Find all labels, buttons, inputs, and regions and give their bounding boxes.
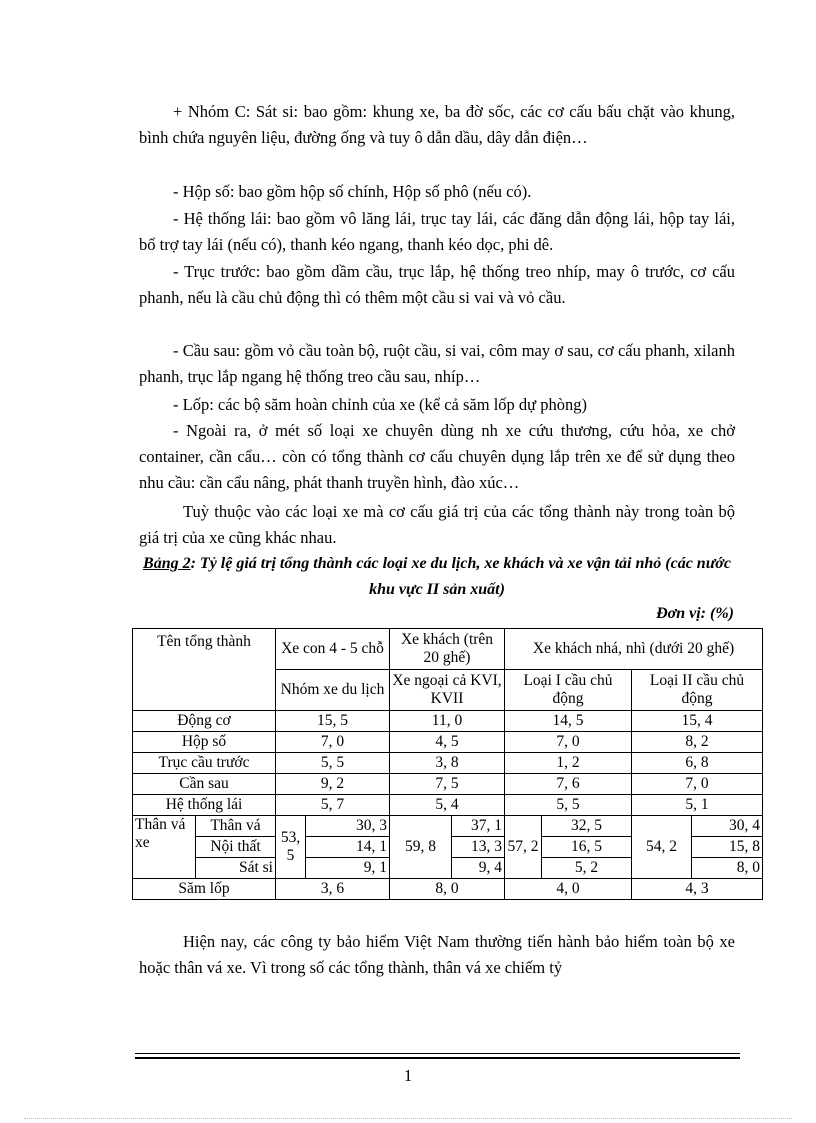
cell: 15, 4 <box>632 711 763 732</box>
row-label: Hộp số <box>133 732 276 753</box>
table-caption: Bảng 2: Tỷ lệ giá trị tổng thành các loại xe du lịch, xe khách và xe vận tải nhỏ (các nước khu vực II sản xuất) <box>143 555 731 598</box>
cell: 3, 6 <box>276 879 390 900</box>
cell: 8, 0 <box>692 858 763 879</box>
cell: 4, 0 <box>505 879 632 900</box>
page-number: 1 <box>403 1066 413 1085</box>
row-label: Sát si <box>196 858 276 879</box>
row-label: Thân vá <box>196 816 276 837</box>
cell: 15, 8 <box>692 837 763 858</box>
row-label: Động cơ <box>133 711 276 732</box>
page-edge-dotted-line <box>24 1118 792 1119</box>
body-total: 53, 5 <box>276 816 306 879</box>
cell: 11, 0 <box>390 711 505 732</box>
subheader-car: Nhóm xe du lịch <box>276 670 390 711</box>
subheader-minibus-2: Loại II cầu chủ động <box>632 670 763 711</box>
table-row <box>133 711 763 732</box>
paragraph-value-structure: Tuỳ thuộc vào các loại xe mà cơ cấu giá trị của các tổng thành này trong toàn bộ giá trị của xe cũng khác nhau. <box>139 502 735 547</box>
cell: 7, 0 <box>276 732 390 753</box>
table-row <box>133 774 763 795</box>
cell: 30, 3 <box>306 816 390 837</box>
cell: 4, 5 <box>390 732 505 753</box>
cell: 7, 5 <box>390 774 505 795</box>
cell: 5, 5 <box>505 795 632 816</box>
table-row <box>133 816 763 837</box>
cell: 15, 5 <box>276 711 390 732</box>
cell: 7, 6 <box>505 774 632 795</box>
subheader-bus: Xe ngoại cả KVI, KVII <box>390 670 505 711</box>
cell: 14, 1 <box>306 837 390 858</box>
body-total: 54, 2 <box>632 816 692 879</box>
row-label: Nội thất <box>196 837 276 858</box>
footer-rule <box>135 1053 740 1054</box>
paragraph-front-axle: - Trục trước: bao gồm dầm cầu, trục lắp, hệ thống treo nhíp, may ô trước, cơ cấu phanh, nếu là cầu chủ động thì có thêm một cầu si vai và vỏ cầu. <box>139 262 735 307</box>
footer-rule <box>135 1057 740 1059</box>
table-row <box>133 732 763 753</box>
cell: 5, 7 <box>276 795 390 816</box>
cell: 1, 2 <box>505 753 632 774</box>
row-label: Trục cầu trước <box>133 753 276 774</box>
table-row <box>133 879 763 900</box>
header-bus: Xe khách (trên 20 ghế) <box>390 629 505 670</box>
cell: 5, 4 <box>390 795 505 816</box>
paragraph-special-vehicles: - Ngoài ra, ở mét số loại xe chuyên dùng nh xe cứu thương, cứu hỏa, xe chở container, cần cẩu… còn có tổng thành cơ cấu chuyên dụng lắp trên xe để sử dụng theo nhu cầu: cần cẩu nâng, phát thanh truyền hình, đào xúc… <box>139 421 735 492</box>
paragraph-gearbox: - Hộp số: bao gồm hộp số chính, Hộp số phô (nếu có). <box>173 182 532 201</box>
cell: 16, 5 <box>542 837 632 858</box>
header-car: Xe con 4 - 5 chỗ <box>276 629 390 670</box>
body-group-label: Thân vá xe <box>133 816 196 879</box>
unit-label: Đơn vị: (%) <box>656 605 734 622</box>
paragraph-group-c: + Nhóm C: Sát si: bao gồm: khung xe, ba đờ sốc, các cơ cấu bấu chặt vào khung, bình chứa nguyên liệu, đường ống và tuy ô dẫn dầu, dây dẫn điện… <box>139 102 735 147</box>
cell: 6, 8 <box>632 753 763 774</box>
table-header-row <box>133 629 763 670</box>
paragraph-insurance: Hiện nay, các công ty bảo hiểm Việt Nam thường tiến hành bảo hiểm toàn bộ xe hoặc thân vá xe. Vì trong số các tổng thành, thân vá xe chiếm tỷ <box>139 932 735 977</box>
cell: 32, 5 <box>542 816 632 837</box>
cell: 8, 0 <box>390 879 505 900</box>
cell: 8, 2 <box>632 732 763 753</box>
paragraph-steering: - Hệ thống lái: bao gồm vô lăng lái, trục tay lái, các đăng dẫn động lái, hộp tay lái, bổ trợ tay lái (nếu có), thanh kéo ngang, thanh kéo dọc, phi dê. <box>139 209 735 254</box>
cell: 4, 3 <box>632 879 763 900</box>
row-label: Cần sau <box>133 774 276 795</box>
subheader-minibus-1: Loại I cầu chủ động <box>505 670 632 711</box>
row-label: Hệ thống lái <box>133 795 276 816</box>
cell: 9, 2 <box>276 774 390 795</box>
paragraph-rear-axle: - Cầu sau: gồm vỏ cầu toàn bộ, ruột cầu, si vai, côm may ơ sau, cơ cấu phanh, xilanh phanh, trục lắp ngang hệ thống treo cầu sau, nhíp… <box>139 341 735 386</box>
cell: 7, 0 <box>632 774 763 795</box>
cell: 37, 1 <box>452 816 505 837</box>
cell: 5, 2 <box>542 858 632 879</box>
cell: 7, 0 <box>505 732 632 753</box>
header-minibus: Xe khách nhá, nhì (dưới 20 ghế) <box>505 629 763 670</box>
header-component: Tên tổng thành <box>133 629 276 711</box>
cell: 30, 4 <box>692 816 763 837</box>
table-row <box>133 753 763 774</box>
cell: 9, 4 <box>452 858 505 879</box>
value-ratio-table <box>132 628 763 900</box>
cell: 5, 1 <box>632 795 763 816</box>
cell: 5, 5 <box>276 753 390 774</box>
paragraph-tires: - Lốp: các bộ săm hoàn chỉnh của xe (kể cả săm lốp dự phòng) <box>173 395 587 414</box>
table-row <box>133 795 763 816</box>
cell: 3, 8 <box>390 753 505 774</box>
cell: 13, 3 <box>452 837 505 858</box>
row-label: Săm lốp <box>133 879 276 900</box>
body-total: 57, 2 <box>505 816 542 879</box>
cell: 14, 5 <box>505 711 632 732</box>
cell: 9, 1 <box>306 858 390 879</box>
body-total: 59, 8 <box>390 816 452 879</box>
